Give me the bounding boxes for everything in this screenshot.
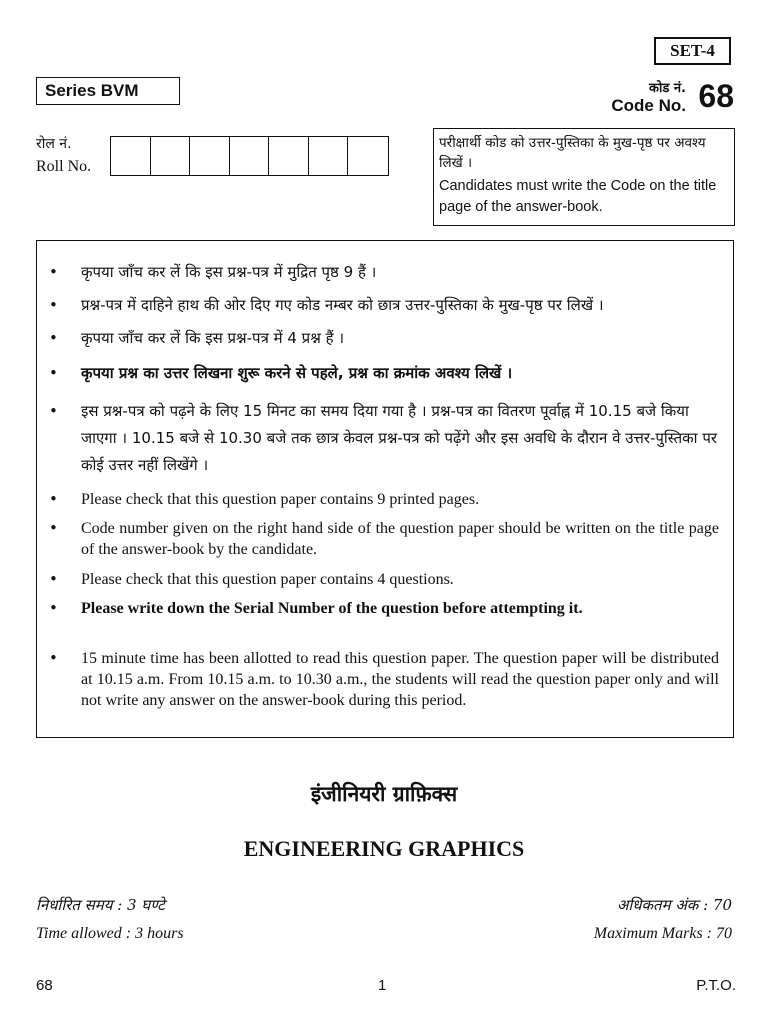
- bullet-icon: •: [49, 490, 58, 508]
- roll-number-boxes[interactable]: [110, 136, 389, 176]
- code-label-hindi: कोड नं.: [649, 81, 686, 96]
- instruction-item: [49, 360, 719, 387]
- footer-page-number: 1: [378, 977, 387, 994]
- code-label-english: Code No.: [611, 96, 686, 115]
- note-hindi: परीक्षार्थी कोड को उत्तर-पुस्तिका के मुख-पृष्ठ पर अवश्य लिखें ।: [439, 135, 706, 171]
- code-block: [600, 76, 734, 116]
- bullet-icon: •: [49, 402, 58, 420]
- instruction-text: Please check that this question paper contains 4 questions.: [81, 571, 454, 588]
- bullet-icon: •: [49, 570, 58, 588]
- instruction-text: 15 minute time has been allotted to read this question paper. The question paper will be distributed at 10.15 a.m. From 10.15 a.m. to 10.30 a.m., the students will read the question paper only and will not write any answer on the answer-book during this period.: [81, 650, 719, 709]
- max-marks-english: Maximum Marks : 70: [593, 925, 732, 942]
- instruction-item: [49, 489, 719, 510]
- instruction-item: [49, 325, 719, 352]
- candidate-note-box: [433, 128, 735, 226]
- instruction-text: Code number given on the right hand side of the question paper should be written on the title page of the answer-book by the candidate.: [81, 520, 719, 558]
- bullet-icon: •: [49, 599, 58, 617]
- instruction-text: कृपया जाँच कर लें कि इस प्रश्न-पत्र में मुद्रित पृष्ठ 9 हैं ।: [81, 263, 377, 281]
- series-label: Series BVM: [36, 77, 180, 105]
- instruction-text: कृपया प्रश्न का उत्तर लिखना शुरू करने से पहले, प्रश्न का क्रमांक अवश्य लिखें ।: [81, 364, 513, 382]
- set-label: SET-4: [654, 37, 731, 65]
- instruction-item: [49, 569, 719, 590]
- roll-cell[interactable]: [348, 137, 388, 175]
- footer-pto: P.T.O.: [696, 977, 736, 994]
- max-marks-hindi: अधिकतम अंक : 70: [616, 896, 732, 914]
- bullet-icon: •: [49, 263, 58, 281]
- footer-code: 68: [36, 977, 53, 994]
- roll-label-hindi: रोल नं.: [36, 136, 72, 152]
- bullet-icon: •: [49, 296, 58, 314]
- instruction-text: प्रश्न-पत्र में दाहिने हाथ की ओर दिए गए कोड नम्बर को छात्र उत्तर-पुस्तिका के मुख-पृष्ठ पर लिखें ।: [81, 296, 604, 314]
- code-number: 68: [698, 78, 734, 114]
- roll-cell[interactable]: [309, 137, 349, 175]
- subject-title-english: ENGINEERING GRAPHICS: [243, 836, 525, 861]
- instruction-item: [49, 259, 719, 286]
- roll-label-english: Roll No.: [36, 158, 92, 175]
- instructions-box: [36, 240, 734, 738]
- roll-cell[interactable]: [190, 137, 230, 175]
- bullet-icon: •: [49, 519, 58, 537]
- time-allowed-english: Time allowed : 3 hours: [36, 925, 184, 942]
- roll-cell[interactable]: [151, 137, 191, 175]
- bullet-icon: •: [49, 649, 58, 667]
- instruction-text: कृपया जाँच कर लें कि इस प्रश्न-पत्र में 4 प्रश्न हैं ।: [81, 329, 345, 347]
- bullet-icon: •: [49, 329, 58, 347]
- bullet-icon: •: [49, 364, 58, 382]
- roll-cell[interactable]: [269, 137, 309, 175]
- instruction-text: Please write down the Serial Number of the question before attempting it.: [81, 600, 583, 617]
- instruction-item: [49, 398, 719, 480]
- roll-cell[interactable]: [230, 137, 270, 175]
- instruction-item: [49, 292, 719, 319]
- time-allowed-hindi: निर्धारित समय : 3 घण्टे: [36, 896, 165, 914]
- instruction-text: Please check that this question paper contains 9 printed pages.: [81, 491, 480, 508]
- note-english: Candidates must write the Code on the title page of the answer-book.: [439, 178, 717, 215]
- subject-title-hindi: इंजीनियरी ग्राफ़िक्स: [310, 782, 458, 806]
- instruction-text: इस प्रश्न-पत्र को पढ़ने के लिए 15 मिनट का समय दिया गया है । प्रश्न-पत्र का वितरण पूर्वाह्न में 10.15 बजे किया जाएगा । 10.15 बजे से 10.30 बजे तक छात्र केवल प्रश्न-पत्र को पढ़ेंगे और इस अवधि के दौरान वे उत्तर-पुस्तिका पर कोई उत्तर नहीं लिखेंगे ।: [81, 402, 717, 474]
- instruction-item: [49, 518, 719, 560]
- instruction-item: [49, 598, 719, 640]
- instruction-item: [49, 648, 719, 732]
- roll-cell[interactable]: [111, 137, 151, 175]
